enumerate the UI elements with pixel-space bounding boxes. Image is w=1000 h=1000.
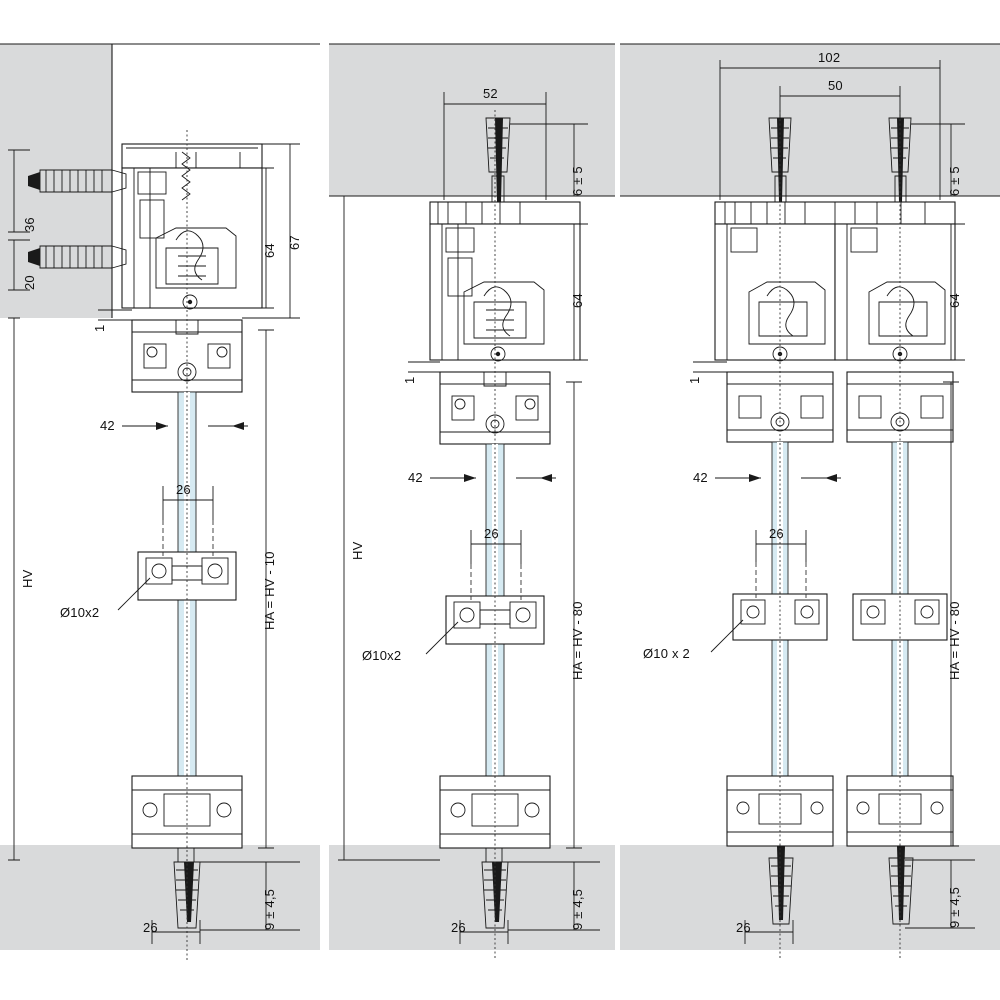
panel-wall-mounted-single-leaf — [0, 0, 320, 1000]
panel2-geometry — [320, 0, 615, 1000]
dim-gap-1: 1 — [402, 376, 417, 384]
dim-26-bottom: 26 — [143, 920, 158, 935]
dim-26-bottom: 26 — [451, 920, 466, 935]
dim-42: 42 — [408, 470, 423, 485]
dim-36: 36 — [22, 217, 37, 232]
dim-50: 50 — [828, 78, 843, 93]
panel-ceiling-mounted-double-leaf — [615, 0, 1000, 1000]
dim-ceiling-gap: 6 ± 5 — [947, 166, 962, 196]
dim-20: 20 — [22, 275, 37, 290]
note-hole: Ø10x2 — [362, 648, 402, 663]
dim-ha: HA = HV - 10 — [262, 551, 277, 630]
dim-head-67: 67 — [287, 235, 302, 250]
dim-floor: 9 ± 4,5 — [262, 888, 277, 930]
dim-26-glass: 26 — [484, 526, 499, 541]
panel1-geometry — [0, 0, 320, 1000]
dim-26-bottom: 26 — [736, 920, 751, 935]
dim-26-glass: 26 — [176, 482, 191, 497]
dim-gap-1: 1 — [92, 324, 107, 332]
dim-42: 42 — [693, 470, 708, 485]
dim-gap-1: 1 — [687, 376, 702, 384]
dim-ceiling-gap: 6 ± 5 — [570, 166, 585, 196]
panel3-geometry — [615, 0, 1000, 1000]
dim-52: 52 — [483, 86, 498, 101]
dim-26-glass: 26 — [769, 526, 784, 541]
panel-ceiling-mounted-single-leaf — [320, 0, 615, 1000]
dim-102: 102 — [818, 50, 841, 65]
dim-hv: HV — [350, 541, 365, 560]
dim-head-64: 64 — [947, 293, 962, 308]
dim-head-64: 64 — [570, 293, 585, 308]
note-hole: Ø10 x 2 — [643, 646, 690, 661]
dim-ha: HA = HV - 80 — [570, 601, 585, 680]
note-hole: Ø10x2 — [60, 605, 100, 620]
dim-head-64: 64 — [262, 243, 277, 258]
dim-ha: HA = HV - 80 — [947, 601, 962, 680]
dim-hv: HV — [20, 569, 35, 588]
dim-floor: 9 ± 4,5 — [947, 886, 962, 928]
dim-floor: 9 ± 4,5 — [570, 888, 585, 930]
dim-42: 42 — [100, 418, 115, 433]
